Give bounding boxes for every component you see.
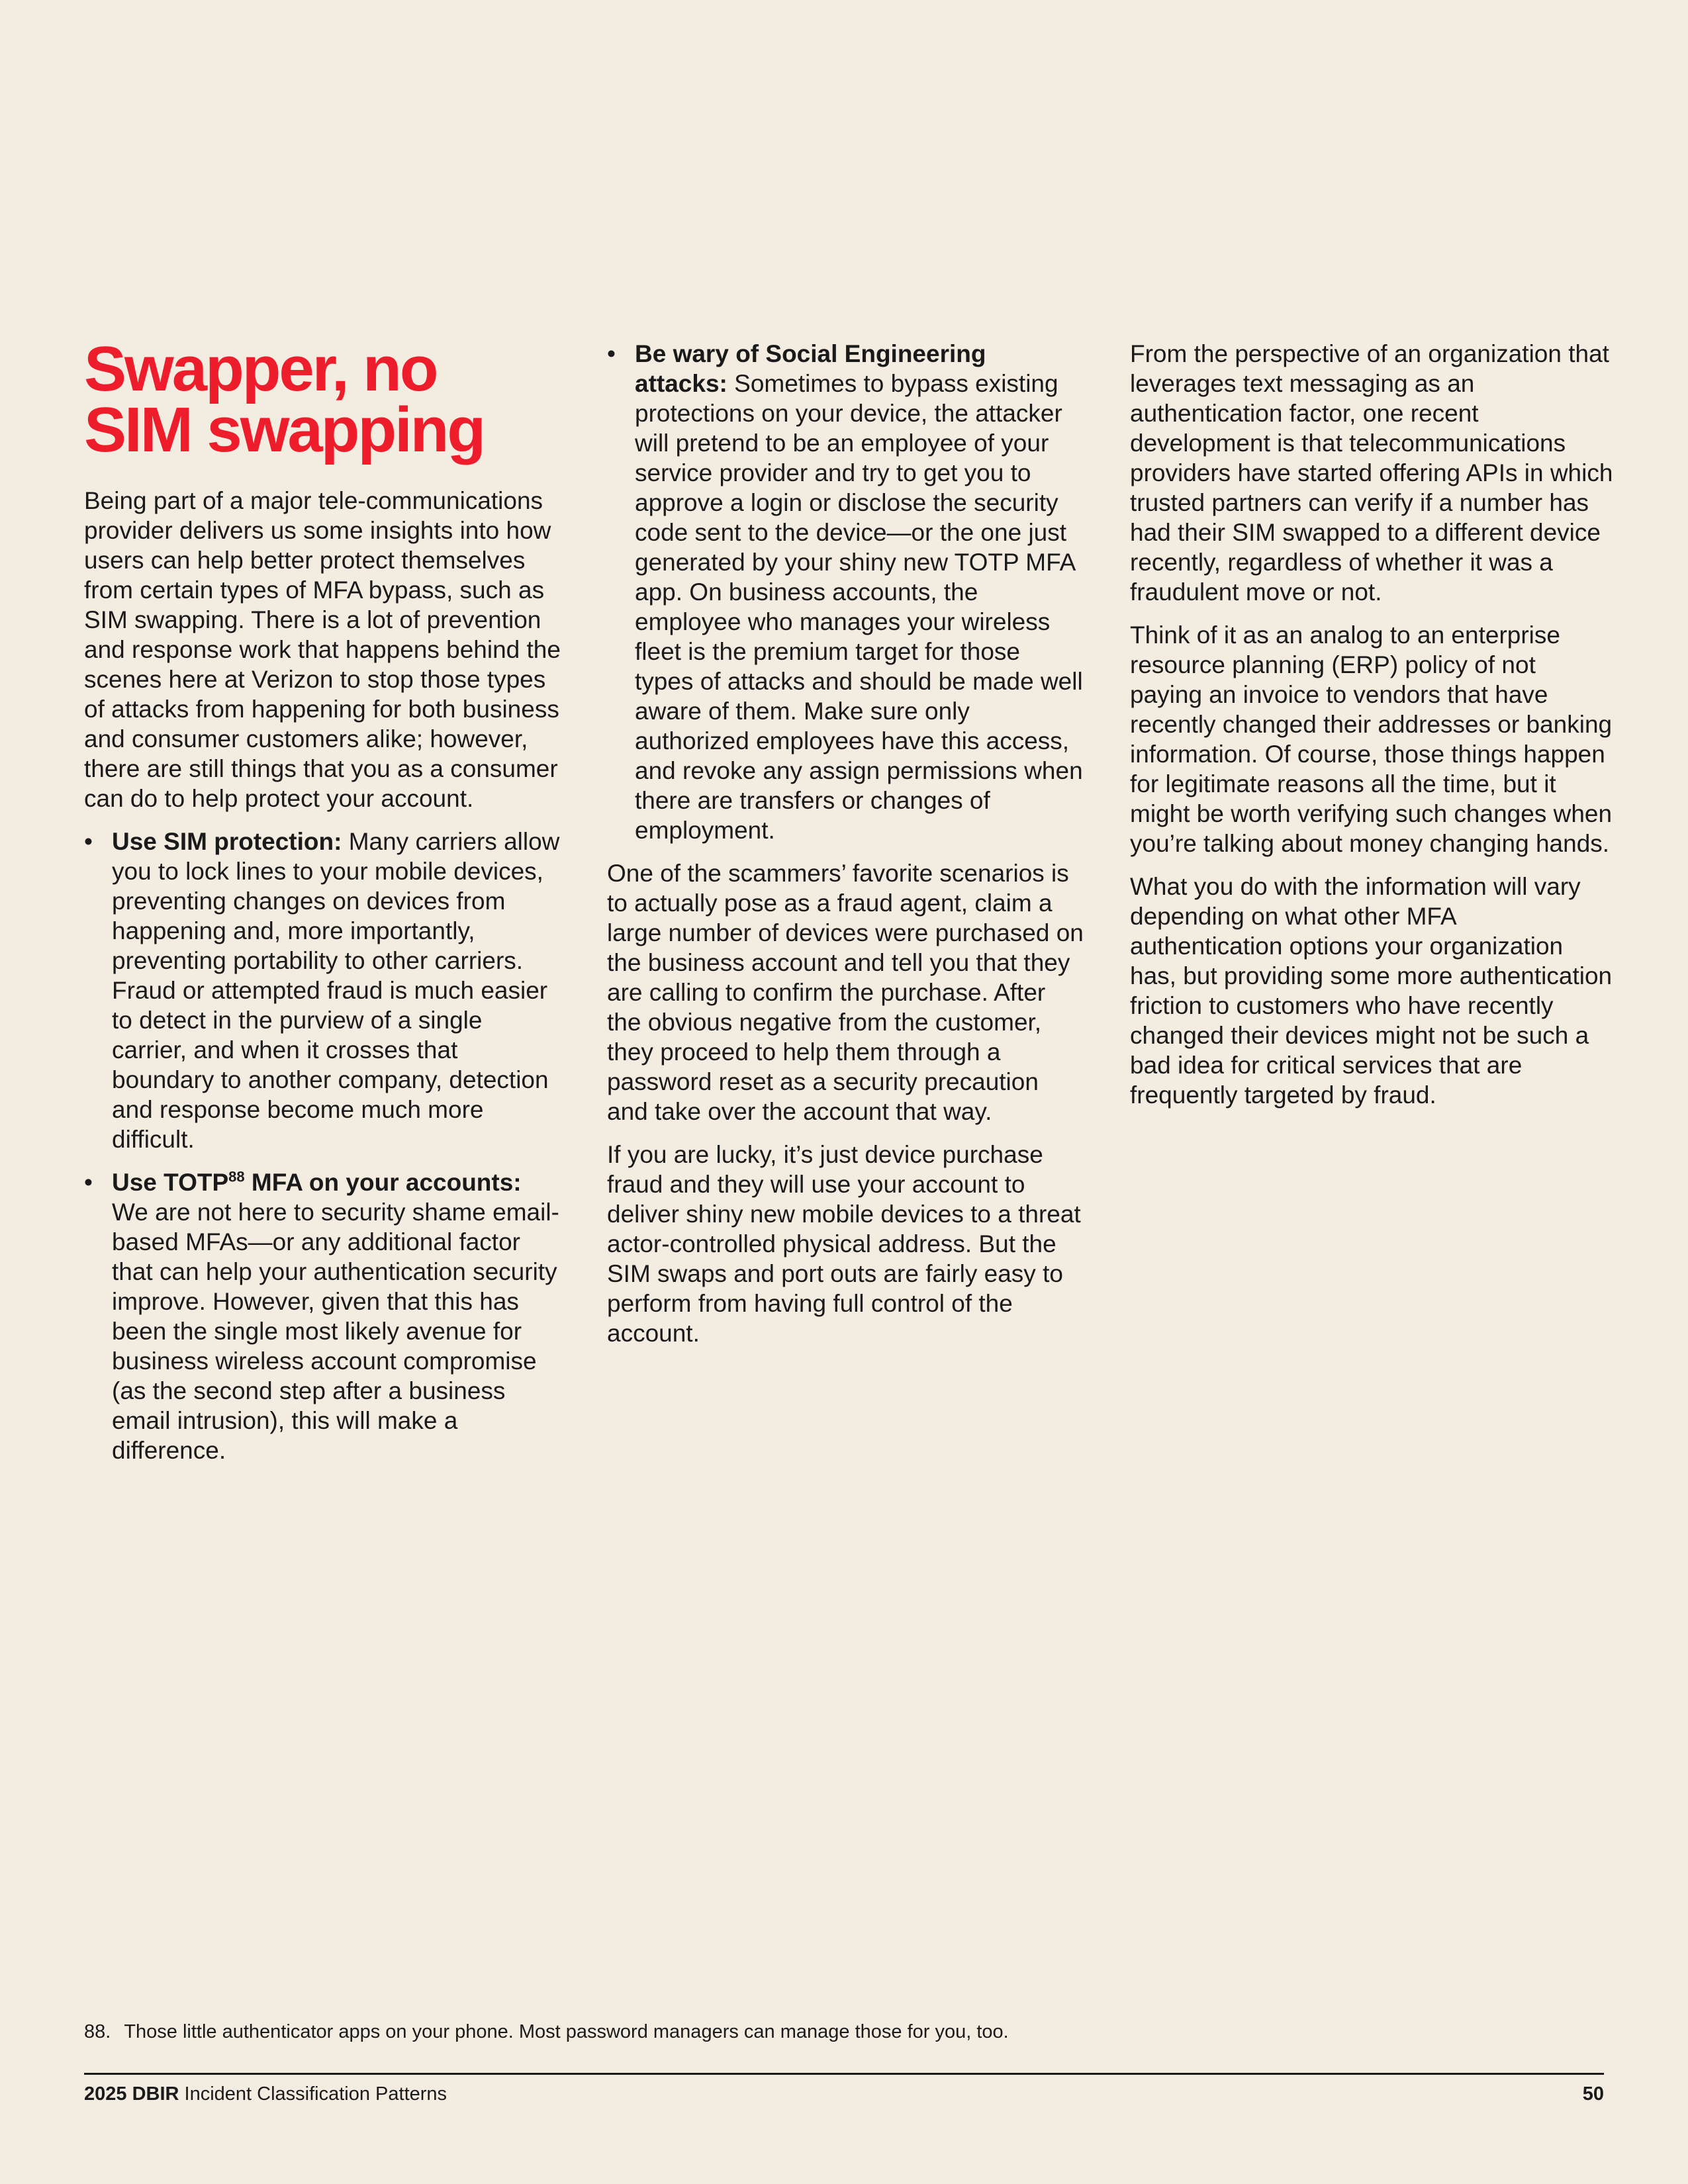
footer-report-name: 2025 DBIR <box>84 2083 179 2105</box>
footnote <box>84 2020 1607 2044</box>
bullet-icon: • <box>84 828 93 855</box>
paragraph: What you do with the information will vary depending on what other MFA authentication options your organization has, but providing some more authentication friction to customers who have recently changed their devices might not be such a bad idea for critical services that are frequently targeted by fraud. <box>1130 873 1613 1109</box>
bullet-label-part-b: MFA on your accounts: <box>244 1169 522 1196</box>
title-line-2: SIM swapping <box>84 394 485 465</box>
column-3 <box>1130 339 1613 1123</box>
bullet-icon: • <box>84 1169 93 1196</box>
paragraph: From the perspective of an organization that leverages text messaging as an authentication factor, one recent development is that telecommunications providers have started offering APIs in which trusted partners can verify if a number has had their SIM swapped to a different device recently, regardless of whether it was a fraudulent move or not. <box>1130 340 1613 606</box>
paragraph: If you are lucky, it’s just device purchase fraud and they will use your account to deliver shiny new mobile devices to a threat actor-controlled physical address. But the SIM swaps and port outs are fairly easy to perform from having full control of the account. <box>607 1141 1081 1347</box>
tips-list <box>84 827 561 1465</box>
footnote-number: 88. <box>84 2021 111 2042</box>
paragraph: One of the scammers’ favorite scenarios is to actually pose as a fraud agent, claim a large number of devices were purchased on the business account and tell you that they are calling to confirm the purchase. After the obvious negative from the customer, they proceed to help them through a password reset as a security precaution and take over the account that way. <box>607 860 1084 1125</box>
list-item <box>84 1167 561 1465</box>
page-title <box>84 334 561 465</box>
footer-section-name: Incident Classification Patterns <box>179 2083 447 2105</box>
title-line-1: Swapper, no <box>84 334 437 404</box>
footnote-text: Those little authenticator apps on your phone. Most password managers can manage those for you, too. <box>124 2021 1009 2042</box>
column-1 <box>84 334 561 1479</box>
list-item <box>84 827 561 1154</box>
tips-list-continued <box>607 339 1084 845</box>
bullet-text: Many carriers allow you to lock lines to your mobile devices, preventing changes on devices from happening and, more importantly, preventing portability to other carriers. Fraud or attempted fraud is much easier to detect in the purview of a single carrier, and when it crosses that boundary to another company, detection and response become much more difficult. <box>112 828 560 1153</box>
bullet-label-part-a: Use TOTP <box>112 1169 229 1196</box>
bullet-text: Sometimes to bypass existing protections on your device, the attacker will pretend to be an employee of your service provider and try to get you to approve a login or disclose the security code sent to the device—or the one just generated by your shiny new TOTP MFA app. On business accounts, the employee who manages your wireless fleet is the premium target for those types of attacks and should be made well aware of them. Make sure only authorized employees have this access, and revoke any assign permissions when there are transfers or changes of employment. <box>635 370 1083 844</box>
column-2 <box>607 339 1084 1361</box>
bullet-text: We are not here to security shame email-based MFAs—or any additional factor that can help your authentication security improve. However, given that this has been the single most likely avenue for business wireless account compromise (as the second step after a business email intrusion), this will make a difference. <box>112 1199 559 1464</box>
bullet-label <box>112 1169 522 1196</box>
footer-report-title <box>84 2082 447 2106</box>
page-number: 50 <box>1582 2083 1604 2105</box>
bullet-icon: • <box>607 340 616 367</box>
bullet-label: Use SIM protection: <box>112 828 342 855</box>
list-item <box>607 339 1084 845</box>
footnote-ref[interactable]: 88 <box>228 1168 245 1185</box>
bullet-label: Be wary of Social Engineering attacks: <box>635 340 986 397</box>
intro-paragraph: Being part of a major tele-communications provider delivers us some insights into how users can help better protect themselves from certain types of MFA bypass, such as SIM swapping. There is a lot of prevention and response work that happens behind the scenes here at Verizon to stop those types of attacks from happening for both business and consumer customers alike; however, there are still things that you as a consumer can do to help protect your account. <box>84 487 561 812</box>
paragraph: Think of it as an analog to an enterprise resource planning (ERP) policy of not paying an invoice to vendors that have recently changed their addresses or banking information. Of course, those things happen for legitimate reasons all the time, but it might be worth verifying such changes when you’re talking about money changing hands. <box>1130 621 1613 857</box>
footer-divider <box>84 2073 1604 2075</box>
